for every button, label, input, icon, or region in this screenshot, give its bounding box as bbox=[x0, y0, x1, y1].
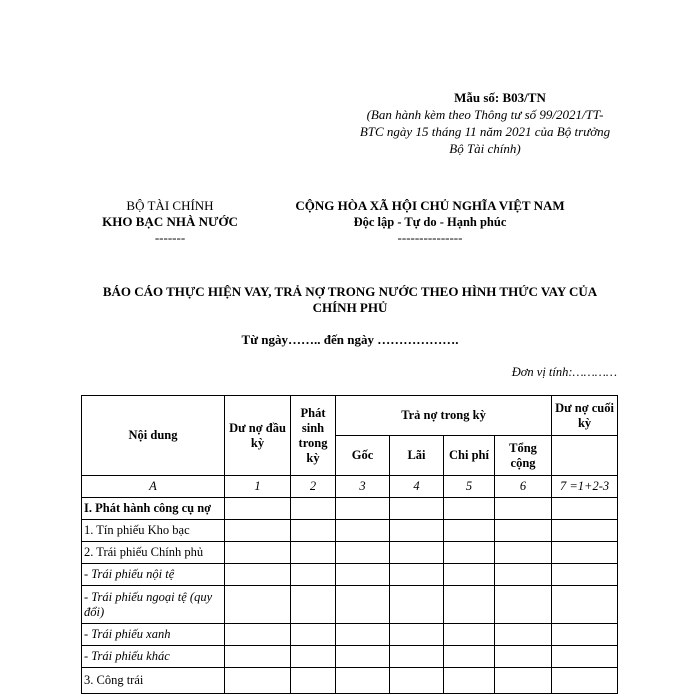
index-cell: 2 bbox=[291, 476, 336, 498]
row-label: - Trái phiếu nội tệ bbox=[82, 564, 225, 586]
national-motto: Độc lập - Tự do - Hạnh phúc bbox=[353, 215, 507, 229]
value-cell bbox=[225, 668, 291, 694]
row-label: 3. Công trái bbox=[82, 668, 225, 694]
value-cell bbox=[336, 542, 390, 564]
value-cell bbox=[390, 646, 444, 668]
ministry-name: BỘ TÀI CHÍNH bbox=[126, 198, 214, 213]
value-cell bbox=[291, 564, 336, 586]
value-cell bbox=[444, 586, 495, 624]
value-cell bbox=[291, 498, 336, 520]
row-label: - Trái phiếu xanh bbox=[82, 624, 225, 646]
form-number: Mẫu số: B03/TN bbox=[454, 90, 546, 105]
value-cell bbox=[225, 586, 291, 624]
index-cell: A bbox=[82, 476, 225, 498]
table-row bbox=[82, 498, 618, 520]
index-cell: 5 bbox=[444, 476, 495, 498]
value-cell bbox=[552, 646, 618, 668]
value-cell bbox=[336, 520, 390, 542]
value-cell bbox=[390, 520, 444, 542]
value-cell bbox=[495, 542, 552, 564]
header-fees: Chi phí bbox=[444, 436, 495, 476]
value-cell bbox=[495, 520, 552, 542]
value-cell bbox=[390, 564, 444, 586]
report-title bbox=[80, 284, 620, 316]
value-cell bbox=[390, 624, 444, 646]
header-opening-balance: Dư nợ đầu kỳ bbox=[225, 396, 291, 476]
value-cell bbox=[390, 542, 444, 564]
nation-name: CỘNG HÒA XÃ HỘI CHỦ NGHĨA VIỆT NAM bbox=[295, 198, 565, 213]
value-cell bbox=[336, 624, 390, 646]
value-cell bbox=[552, 498, 618, 520]
index-cell: 3 bbox=[336, 476, 390, 498]
value-cell bbox=[291, 624, 336, 646]
header-closing-empty bbox=[552, 436, 618, 476]
value-cell bbox=[225, 646, 291, 668]
issuance-note-line-1: (Ban hành kèm theo Thông tư số 99/2021/TT- bbox=[366, 107, 604, 122]
table-row bbox=[82, 564, 618, 586]
value-cell bbox=[495, 668, 552, 694]
index-row bbox=[82, 476, 618, 498]
report-title-line-2: CHÍNH PHỦ bbox=[312, 300, 388, 315]
value-cell bbox=[336, 646, 390, 668]
header-content: Nội dung bbox=[82, 396, 225, 476]
row-label: 1. Tín phiếu Kho bạc bbox=[82, 520, 225, 542]
index-cell: 4 bbox=[390, 476, 444, 498]
table-row bbox=[82, 668, 618, 694]
value-cell bbox=[495, 586, 552, 624]
value-cell bbox=[291, 668, 336, 694]
value-cell bbox=[444, 668, 495, 694]
value-cell bbox=[444, 498, 495, 520]
right-separator: --------------- bbox=[397, 230, 463, 245]
header-closing-balance: Dư nợ cuối kỳ bbox=[552, 396, 618, 436]
value-cell bbox=[225, 520, 291, 542]
header-repayment: Trả nợ trong kỳ bbox=[336, 396, 552, 436]
report-title-line-1: BÁO CÁO THỰC HIỆN VAY, TRẢ NỢ TRONG NƯỚC THEO HÌNH THỨC VAY CỦA bbox=[102, 284, 598, 299]
value-cell bbox=[291, 542, 336, 564]
value-cell bbox=[444, 542, 495, 564]
table-row bbox=[82, 646, 618, 668]
value-cell bbox=[552, 542, 618, 564]
value-cell bbox=[225, 624, 291, 646]
value-cell bbox=[390, 498, 444, 520]
issuing-authority bbox=[80, 198, 260, 246]
value-cell bbox=[225, 564, 291, 586]
issuance-note-line-3: Bộ Tài chính) bbox=[449, 141, 521, 156]
row-label: - Trái phiếu khác bbox=[82, 646, 225, 668]
value-cell bbox=[444, 564, 495, 586]
table-row bbox=[82, 624, 618, 646]
value-cell bbox=[552, 586, 618, 624]
header-arising: Phát sinh trong kỳ bbox=[291, 396, 336, 476]
value-cell bbox=[336, 564, 390, 586]
department-name: KHO BẠC NHÀ NƯỚC bbox=[102, 214, 238, 229]
value-cell bbox=[444, 624, 495, 646]
value-cell bbox=[291, 646, 336, 668]
value-cell bbox=[495, 624, 552, 646]
value-cell bbox=[225, 542, 291, 564]
value-cell bbox=[495, 564, 552, 586]
value-cell bbox=[552, 564, 618, 586]
value-cell bbox=[291, 520, 336, 542]
value-cell bbox=[495, 646, 552, 668]
value-cell bbox=[225, 498, 291, 520]
row-label: I. Phát hành công cụ nợ bbox=[82, 498, 225, 520]
row-label: - Trái phiếu ngoại tệ (quy đổi) bbox=[82, 586, 225, 624]
table-row bbox=[82, 542, 618, 564]
row-label: 2. Trái phiếu Chính phủ bbox=[82, 542, 225, 564]
value-cell bbox=[336, 668, 390, 694]
value-cell bbox=[336, 498, 390, 520]
value-cell bbox=[495, 498, 552, 520]
national-heading bbox=[270, 198, 590, 246]
value-cell bbox=[390, 586, 444, 624]
value-cell bbox=[552, 520, 618, 542]
table-row bbox=[82, 586, 618, 624]
issuance-note-line-2: BTC ngày 15 tháng 11 năm 2021 của Bộ trưởng bbox=[359, 124, 611, 139]
value-cell bbox=[390, 668, 444, 694]
table-row bbox=[82, 520, 618, 542]
issuance-note bbox=[340, 106, 630, 157]
value-cell bbox=[552, 668, 618, 694]
index-cell: 1 bbox=[225, 476, 291, 498]
header-interest: Lãi bbox=[390, 436, 444, 476]
value-cell bbox=[291, 586, 336, 624]
index-cell: 7 =1+2-3 bbox=[552, 476, 618, 498]
header-principal: Gốc bbox=[336, 436, 390, 476]
report-table bbox=[81, 395, 618, 694]
value-cell bbox=[552, 624, 618, 646]
index-cell: 6 bbox=[495, 476, 552, 498]
unit-of-measure: Đơn vị tính:………… bbox=[511, 365, 617, 379]
value-cell bbox=[336, 586, 390, 624]
value-cell bbox=[444, 520, 495, 542]
left-separator: ------- bbox=[154, 230, 186, 245]
report-period: Từ ngày…….. đến ngày ………………. bbox=[241, 332, 459, 347]
value-cell bbox=[444, 646, 495, 668]
header-total: Tổng cộng bbox=[495, 436, 552, 476]
